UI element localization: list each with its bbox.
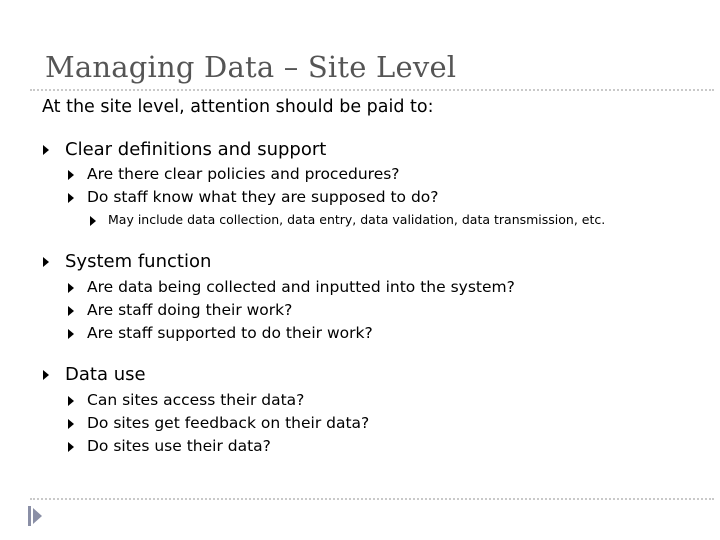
list-subitem: May include data collection, data entry, data validation, data transmission, etc. xyxy=(108,212,606,227)
intro-text: At the site level, attention should be paid to: xyxy=(42,97,434,117)
list-item: Do sites use their data? xyxy=(87,437,271,455)
list-item: Are staff doing their work? xyxy=(87,301,293,319)
section-heading-definitions: Clear definitions and support xyxy=(65,139,327,160)
slide-title: Managing Data – Site Level xyxy=(45,50,457,84)
triangle-bullet-icon xyxy=(43,145,49,155)
footer-divider xyxy=(30,498,714,500)
list-item: Do staff know what they are supposed to do? xyxy=(87,188,439,206)
list-item: Are staff supported to do their work? xyxy=(87,324,373,342)
triangle-bullet-icon xyxy=(68,442,74,452)
list-item: Do sites get feedback on their data? xyxy=(87,414,370,432)
triangle-bullet-icon xyxy=(68,396,74,406)
triangle-bullet-icon xyxy=(68,306,74,316)
section-heading-data-use: Data use xyxy=(65,364,146,385)
triangle-bullet-icon xyxy=(68,193,74,203)
list-item: Are there clear policies and procedures? xyxy=(87,165,400,183)
triangle-bullet-icon xyxy=(68,419,74,429)
triangle-bullet-icon xyxy=(43,257,49,267)
triangle-bullet-icon xyxy=(68,170,74,180)
triangle-bullet-icon xyxy=(43,370,49,380)
list-item: Are data being collected and inputted into the system? xyxy=(87,278,515,296)
section-heading-system-function: System function xyxy=(65,251,212,272)
list-item: Can sites access their data? xyxy=(87,391,305,409)
slide-navigation-icon[interactable] xyxy=(27,504,43,528)
triangle-bullet-icon xyxy=(68,329,74,339)
triangle-bullet-icon xyxy=(90,216,96,226)
triangle-bullet-icon xyxy=(68,283,74,293)
